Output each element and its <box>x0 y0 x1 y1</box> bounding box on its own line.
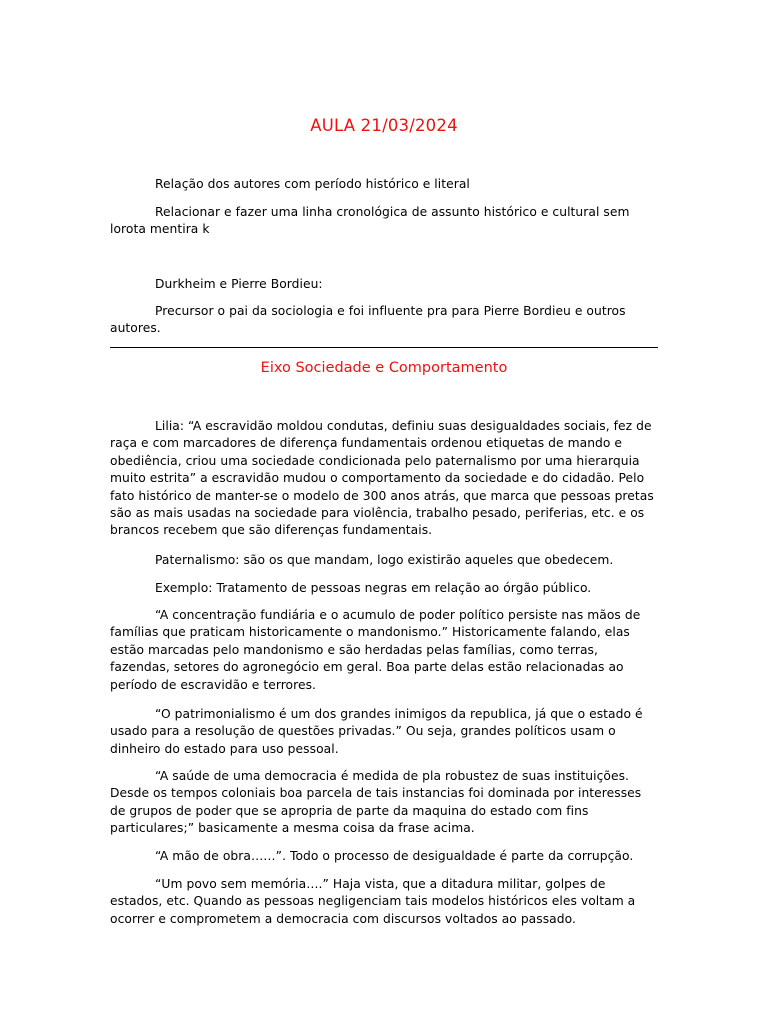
authors-heading: Durkheim e Pierre Bordieu: <box>155 277 323 291</box>
horizontal-divider <box>110 347 658 348</box>
paragraph-lilia: Lilia: “A escravidão moldou condutas, definiu suas desigualdades sociais, fez de raça e com marcadores de diferença fundamentais ordenou etiquetas de mando e obediência, criou uma sociedade condicionada pelo paternalismo por uma hierarquia muito estrita” a escravidão mudou o comportamento da sociedade e do cidadão. Pelo fato histórico de manter-se o modelo de 300 anos atrás, que marca que pessoas pretas são as mais usadas na sociedade para violência, trabalho pesado, periferias, etc. e os brancos recebem que são diferenças fundamentais. <box>110 419 654 538</box>
paragraph-concentracao: “A concentração fundiária e o acumulo de poder político persiste nas mãos de famílias que praticam historicamente o mandonismo.” Historicamente falando, elas estão marcadas pelo mandonismo e são herdadas pelas famílias, como terras, fazendas, setores do agronegócio em geral. Boa parte delas estão relacionadas ao período de escravidão e terrores. <box>110 608 641 692</box>
section-title: Eixo Sociedade e Comportamento <box>260 360 508 376</box>
page-title: AULA 21/03/2024 <box>310 116 458 135</box>
intro-line-2: Relacionar e fazer uma linha cronológica de assunto histórico e cultural sem lorota mentira k <box>110 205 630 237</box>
paragraph-memoria: “Um povo sem memória….” Haja vista, que a ditadura militar, golpes de estados, etc. Quando as pessoas negligenciam tais modelos históricos eles voltam a ocorrer e comprometem a democracia com discursos voltados ao passado. <box>110 877 636 926</box>
intro-line-1: Relação dos autores com período histórico e literal <box>155 177 470 191</box>
paragraph-mao-de-obra: “A mão de obra……”. Todo o processo de desigualdade é parte da corrupção. <box>155 849 634 863</box>
paragraph-patrimonialismo: “O patrimonialismo é um dos grandes inimigos da republica, já que o estado é usado para a resolução de questões privadas.” Ou seja, grandes políticos usam o dinheiro do estado para uso pessoal. <box>110 707 643 756</box>
authors-note: Precursor o pai da sociologia e foi influente pra para Pierre Bordieu e outros autores. <box>110 304 626 336</box>
paragraph-paternalismo: Paternalismo: são os que mandam, logo existirão aqueles que obedecem. <box>155 553 614 567</box>
paragraph-exemplo: Exemplo: Tratamento de pessoas negras em relação ao órgão público. <box>155 581 592 595</box>
paragraph-democracia: “A saúde de uma democracia é medida de pla robustez de suas instituições. Desde os tempos coloniais boa parcela de tais instancias foi dominada por interesses de grupos de poder que se apropria de parte da maquina do estado com fins particulares;” basicamente a mesma coisa da frase acima. <box>110 769 642 836</box>
